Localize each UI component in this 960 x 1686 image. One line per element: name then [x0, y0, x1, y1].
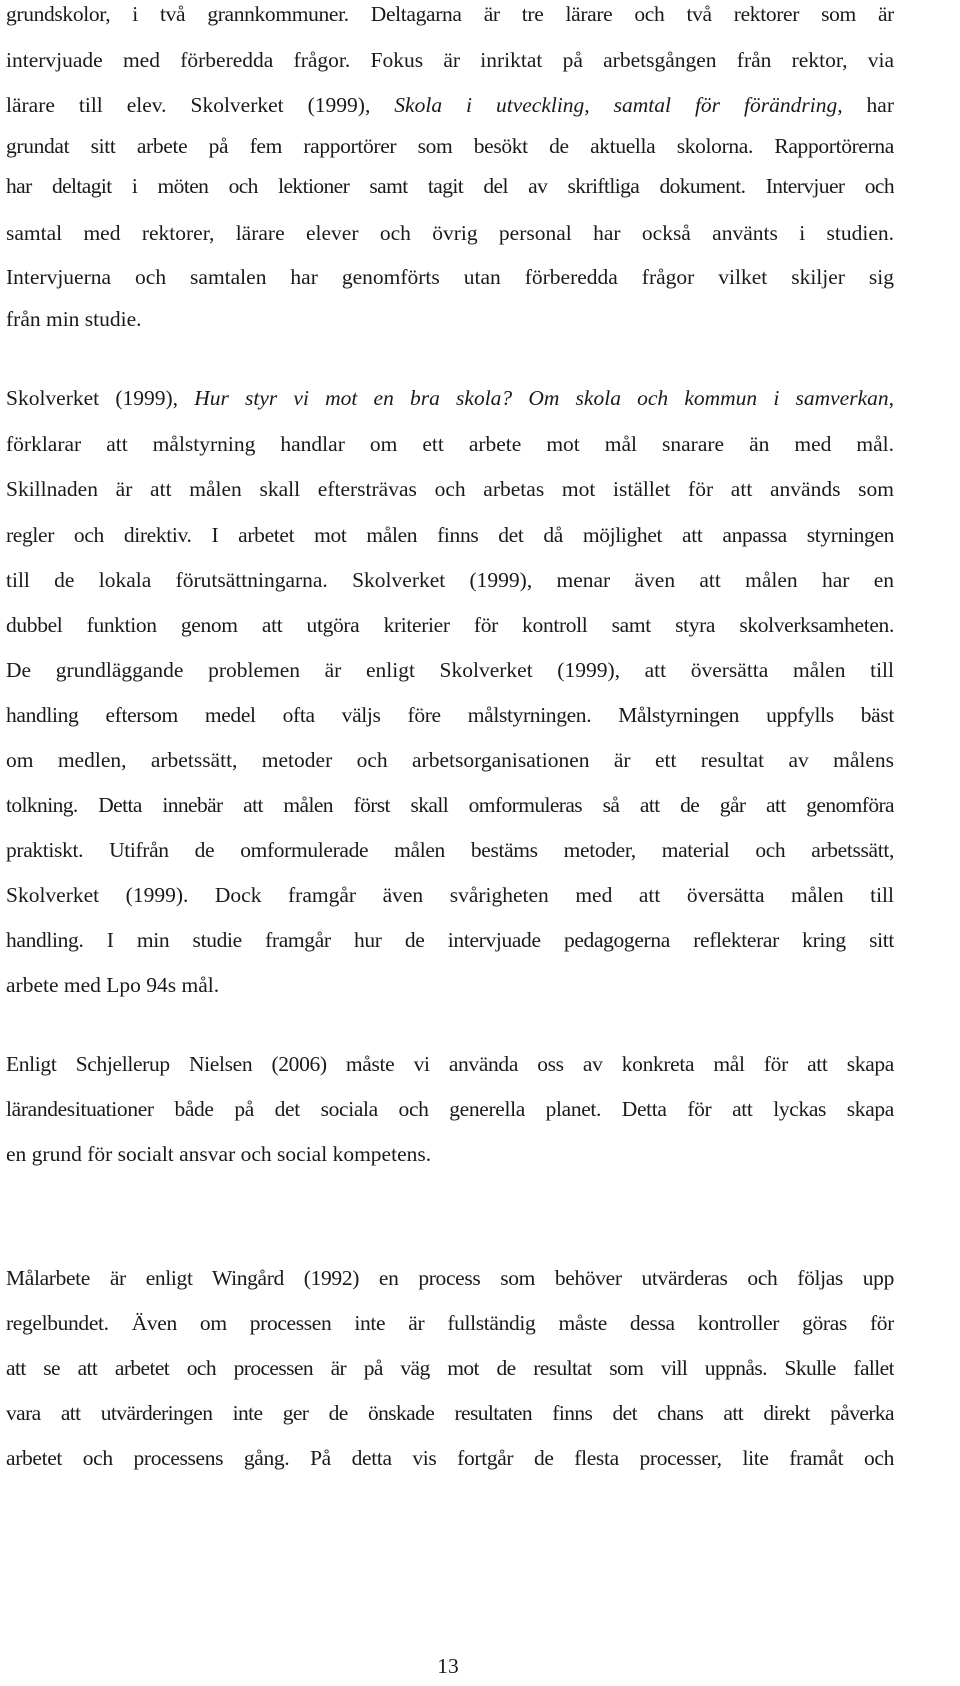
- text-line: Målarbete är enligt Wingård (1992) en process som behöver utvärderas och följas upp: [6, 1266, 894, 1290]
- text-line: handling. I min studie framgår hur de intervjuade pedagogerna reflekterar kring sitt: [6, 928, 894, 952]
- text-line: Skolverket (1999). Dock framgår även svårigheten med att översätta målen till: [6, 883, 894, 907]
- text-line: tolkning. Detta innebär att målen först skall omformuleras så att de går att genomföra: [6, 793, 894, 817]
- text-line: handling eftersom medel ofta väljs före målstyrningen. Målstyrningen uppfylls bäst: [6, 703, 894, 727]
- text-line: grundskolor, i två grannkommuner. Deltagarna är tre lärare och två rektorer som är: [6, 2, 894, 26]
- text-line: om medlen, arbetssätt, metoder och arbetsorganisationen är ett resultat av målens: [6, 748, 894, 772]
- text-line: att se att arbetet och processen är på väg mot de resultat som vill uppnås. Skulle fallet: [6, 1356, 894, 1380]
- text-line: [6, 384, 894, 412]
- text-line: lärandesituationer både på det sociala och generella planet. Detta för att lyckas skapa: [6, 1097, 894, 1121]
- text-line: arbete med Lpo 94s mål.: [6, 973, 220, 997]
- text-line: har deltagit i möten och lektioner samt tagit del av skriftliga dokument. Intervjuer och: [6, 174, 894, 198]
- text-line: förklarar att målstyrning handlar om ett arbete mot mål snarare än med mål.: [6, 432, 894, 456]
- text-line: Enligt Schjellerup Nielsen (2006) måste vi använda oss av konkreta mål för att skapa: [6, 1052, 894, 1076]
- text-line: intervjuade med förberedda frågor. Fokus är inriktat på arbetsgången från rektor, via: [6, 48, 894, 72]
- text-line: praktiskt. Utifrån de omformulerade målen bestäms metoder, material och arbetssätt,: [6, 838, 894, 862]
- page-number: 13: [437, 1654, 459, 1678]
- text-line: Intervjuerna och samtalen har genomförts utan förberedda frågor vilket skiljer sig: [6, 265, 894, 289]
- text-line: från min studie.: [6, 307, 142, 331]
- text-line: vara att utvärderingen inte ger de önskade resultaten finns det chans att direkt påverka: [6, 1401, 894, 1425]
- text-line: grundat sitt arbete på fem rapportörer som besökt de aktuella skolorna. Rapportörerna: [6, 134, 894, 158]
- text-run: lärare till elev. Skolverket (1999),: [6, 93, 395, 117]
- text-line: regler och direktiv. I arbetet mot målen finns det då möjlighet att anpassa styrningen: [6, 523, 894, 547]
- text-line: samtal med rektorer, lärare elever och övrig personal har också använts i studien.: [6, 221, 894, 245]
- text-line: Skillnaden är att målen skall eftersträvas och arbetas mot istället för att används som: [6, 477, 894, 501]
- text-run: har: [842, 93, 894, 117]
- text-line: De grundläggande problemen är enligt Skolverket (1999), att översätta målen till: [6, 658, 894, 682]
- text-line: arbetet och processens gång. På detta vis fortgår de flesta processer, lite framåt och: [6, 1446, 894, 1470]
- text-line: regelbundet. Även om processen inte är fullständig måste dessa kontroller göras för: [6, 1311, 894, 1335]
- book-title: Skola i utveckling, samtal för förändring,: [394, 93, 843, 117]
- text-line: en grund för socialt ansvar och social kompetens.: [6, 1142, 432, 1166]
- book-title: Hur styr vi mot en bra skola? Om skola och kommun i samverkan,: [194, 386, 894, 410]
- text-line: till de lokala förutsättningarna. Skolverket (1999), menar även att målen har en: [6, 568, 894, 592]
- text-run: Skolverket (1999),: [6, 386, 195, 410]
- text-line: dubbel funktion genom att utgöra kriterier för kontroll samt styra skolverksamheten.: [6, 613, 894, 637]
- text-line: [6, 91, 894, 119]
